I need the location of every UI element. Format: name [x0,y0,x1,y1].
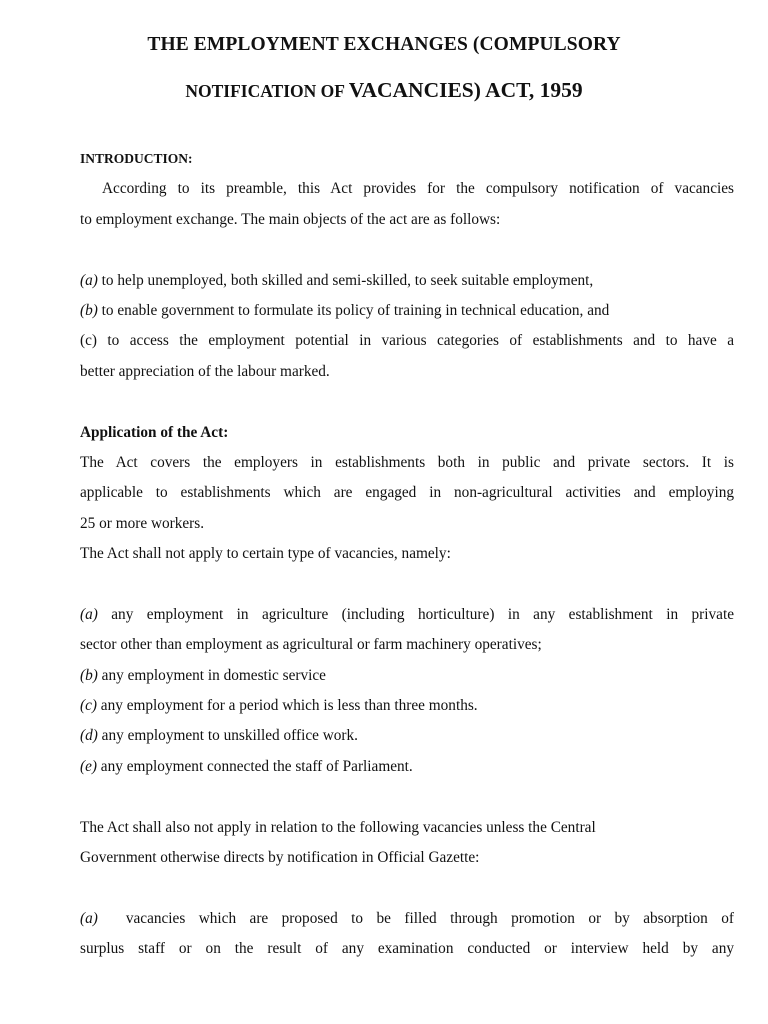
vacancy-label-a: (a) [80,909,98,927]
title-line-2-part-1: NOTIFICATION OF [185,81,349,101]
object-label-c: (c) [80,332,97,350]
document-title-line-2 [0,78,768,103]
application-paragraph-line-2: applicable to establishments which are engaged in non-agricultural activities and employing [80,484,734,502]
exclusion-item-b [80,661,734,691]
exclusion-text-b: any employment in domestic service [97,666,326,684]
exclusion-label-d: (d) [80,727,98,745]
application-paragraph-2: The Act shall not apply to certain type of vacancies, namely: [80,545,451,563]
object-label-b: (b) [80,301,98,319]
vacancy-item-a-continuation: surplus staff or on the result of any examination conducted or interview held by any [80,940,734,958]
exclusion-text-a: any employment in agriculture (including horticulture) in any establishment in private [97,605,734,623]
application-heading: Application of the Act: [80,423,229,441]
exclusion-text-c: any employment for a period which is less than three months. [96,697,478,715]
document-body [80,144,734,965]
document-title-line-1: THE EMPLOYMENT EXCHANGES (COMPULSORY [147,34,621,55]
object-text-c: to access the employment potential in various categories of establishments and to have a [96,332,734,350]
exclusion-label-c: (c) [80,697,97,715]
exclusion-label-b: (b) [80,666,98,684]
object-item-a [80,266,734,296]
vacancy-text-a: vacancies which are proposed to be filled through promotion or by absorption of [125,909,734,927]
application-paragraph-line-1: The Act covers the employers in establishments both in public and private sectors. It is [80,453,734,471]
object-label-a: (a) [80,271,98,289]
exclusion-item-e [80,752,734,782]
exclusion-item-a [80,600,734,630]
also-not-apply-line-1: The Act shall also not apply in relation to the following vacancies unless the Central [80,818,596,836]
also-not-apply-line-2: Government otherwise directs by notification in Official Gazette: [80,848,480,866]
exclusion-label-a: (a) [80,605,98,623]
exclusion-text-e: any employment connected the staff of Parliament. [96,757,413,775]
exclusion-text-d: any employment to unskilled office work. [97,727,358,745]
object-item-c-continuation: better appreciation of the labour marked. [80,362,330,380]
object-text-a: to help unemployed, both skilled and semi-skilled, to seek suitable employment, [97,271,594,289]
exclusion-item-a-continuation: sector other than employment as agricultural or farm machinery operatives; [80,636,542,654]
object-text-b: to enable government to formulate its policy of training in technical education, and [97,301,610,319]
object-item-c [80,326,734,356]
intro-paragraph-line-2: to employment exchange. The main objects of the act are as follows: [80,210,501,228]
exclusion-label-e: (e) [80,757,97,775]
object-item-b [80,296,734,326]
introduction-heading: INTRODUCTION: [80,151,193,166]
intro-paragraph-line-1: According to its preamble, this Act provides for the compulsory notification of vacancies [102,180,734,198]
application-paragraph-line-3: 25 or more workers. [80,514,205,532]
exclusion-item-d [80,721,734,751]
vacancy-item-a [80,904,734,934]
exclusion-item-c [80,691,734,721]
title-line-2-part-2: VACANCIES) ACT, 1959 [348,78,583,102]
